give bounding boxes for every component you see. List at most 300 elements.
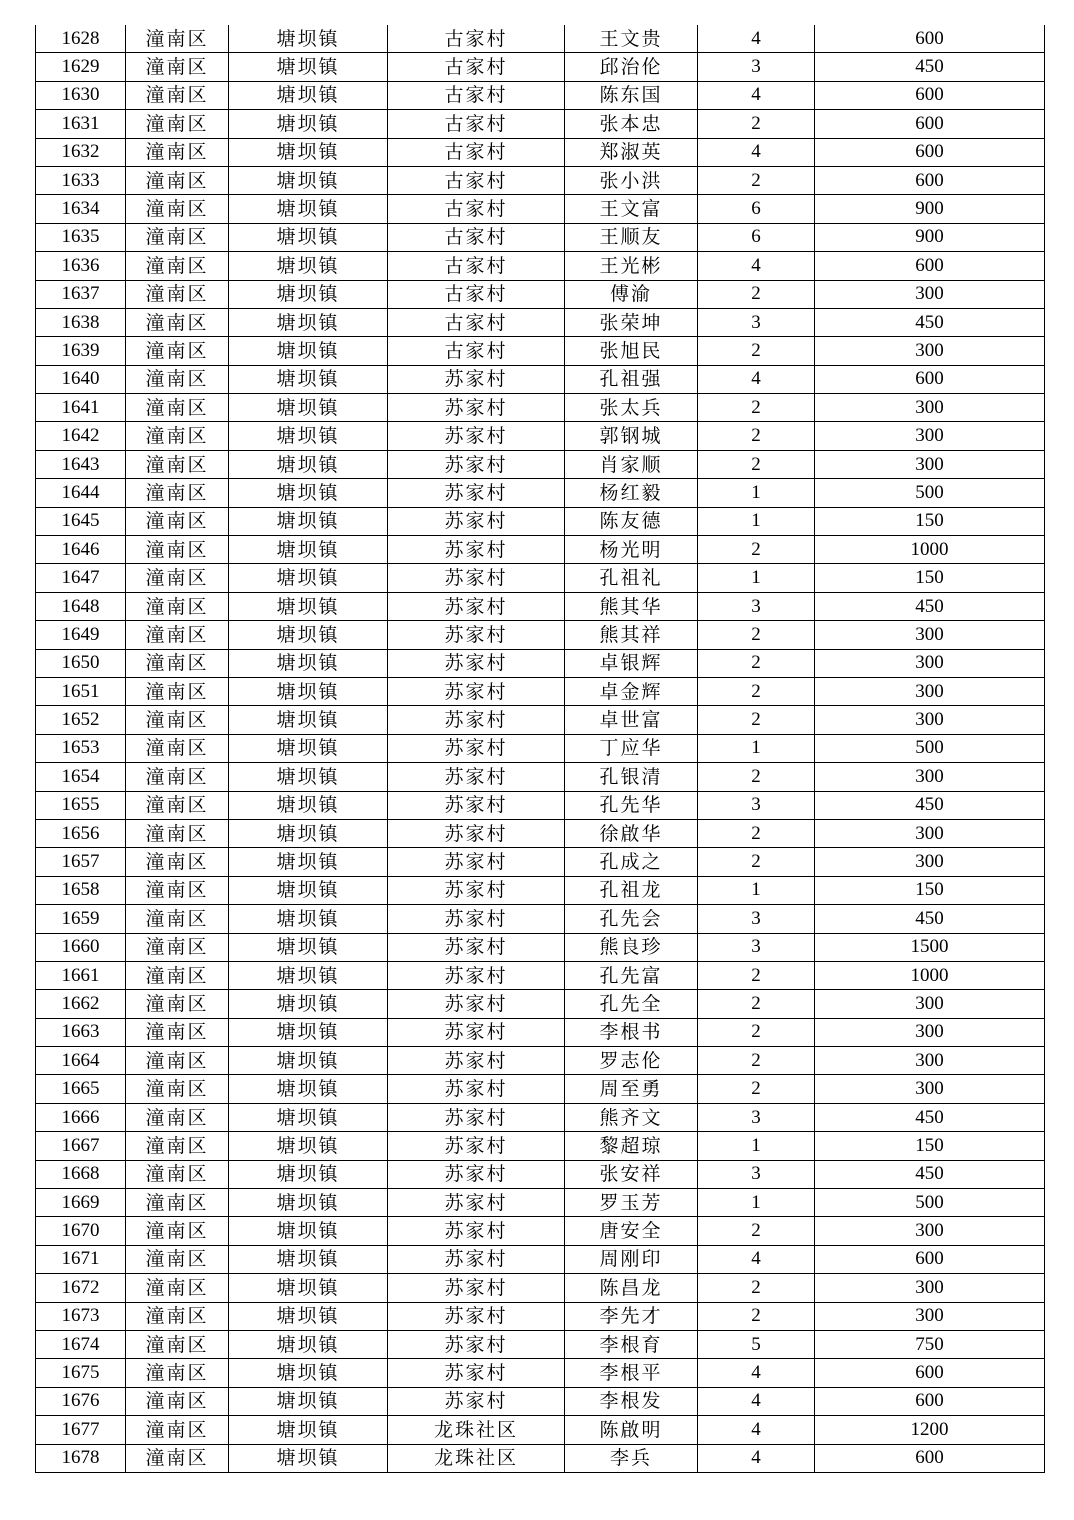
name-cell: 张安祥 [565,1160,698,1188]
name-cell: 熊齐文 [565,1103,698,1131]
name-cell: 傅渝 [565,280,698,308]
table-row [36,1444,1045,1472]
table-row [36,649,1045,677]
district-cell: 潼南区 [126,223,229,251]
row-number: 1630 [36,81,126,109]
household-size-cell: 2 [698,706,815,734]
row-number: 1651 [36,677,126,705]
name-cell: 郑淑英 [565,138,698,166]
household-size-cell: 4 [698,1444,815,1472]
village-cell: 苏家村 [388,763,565,791]
town-cell: 塘坝镇 [229,706,388,734]
village-cell: 古家村 [388,166,565,194]
row-number: 1647 [36,564,126,592]
table-row [36,791,1045,819]
amount-cell: 1000 [815,536,1045,564]
district-cell: 潼南区 [126,763,229,791]
table-row [36,1160,1045,1188]
household-size-cell: 2 [698,1302,815,1330]
row-number: 1660 [36,933,126,961]
household-size-cell: 2 [698,848,815,876]
district-cell: 潼南区 [126,1330,229,1358]
table-row [36,223,1045,251]
district-cell: 潼南区 [126,479,229,507]
name-cell: 孔先会 [565,905,698,933]
town-cell: 塘坝镇 [229,1189,388,1217]
table-row [36,308,1045,336]
row-number: 1631 [36,110,126,138]
table-row [36,110,1045,138]
village-cell: 苏家村 [388,1302,565,1330]
household-size-cell: 1 [698,876,815,904]
town-cell: 塘坝镇 [229,677,388,705]
town-cell: 塘坝镇 [229,1359,388,1387]
row-number: 1665 [36,1075,126,1103]
row-number: 1672 [36,1274,126,1302]
district-cell: 潼南区 [126,1444,229,1472]
village-cell: 苏家村 [388,791,565,819]
town-cell: 塘坝镇 [229,110,388,138]
town-cell: 塘坝镇 [229,905,388,933]
town-cell: 塘坝镇 [229,536,388,564]
name-cell: 邱治伦 [565,53,698,81]
table-row [36,1103,1045,1131]
name-cell: 李根育 [565,1330,698,1358]
town-cell: 塘坝镇 [229,195,388,223]
name-cell: 孔先全 [565,990,698,1018]
district-cell: 潼南区 [126,1047,229,1075]
district-cell: 潼南区 [126,394,229,422]
household-size-cell: 1 [698,564,815,592]
household-size-cell: 1 [698,1189,815,1217]
table-row [36,1416,1045,1444]
town-cell: 塘坝镇 [229,933,388,961]
district-cell: 潼南区 [126,536,229,564]
amount-cell: 150 [815,507,1045,535]
amount-cell: 600 [815,365,1045,393]
amount-cell: 300 [815,1302,1045,1330]
village-cell: 苏家村 [388,1217,565,1245]
amount-cell: 450 [815,308,1045,336]
table-row [36,195,1045,223]
household-size-cell: 4 [698,1416,815,1444]
district-cell: 潼南区 [126,81,229,109]
household-size-cell: 2 [698,677,815,705]
row-number: 1655 [36,791,126,819]
village-cell: 苏家村 [388,905,565,933]
table-row [36,819,1045,847]
table-row [36,1387,1045,1415]
row-number: 1659 [36,905,126,933]
table-row [36,507,1045,535]
document-page [35,25,1044,1473]
district-cell: 潼南区 [126,1387,229,1415]
village-cell: 苏家村 [388,848,565,876]
district-cell: 潼南区 [126,621,229,649]
row-number: 1673 [36,1302,126,1330]
household-size-cell: 2 [698,1075,815,1103]
town-cell: 塘坝镇 [229,394,388,422]
amount-cell: 1000 [815,961,1045,989]
village-cell: 古家村 [388,252,565,280]
table-row [36,848,1045,876]
amount-cell: 300 [815,677,1045,705]
household-size-cell: 1 [698,734,815,762]
household-size-cell: 4 [698,25,815,53]
row-number: 1674 [36,1330,126,1358]
household-size-cell: 3 [698,592,815,620]
village-cell: 古家村 [388,337,565,365]
district-cell: 潼南区 [126,1302,229,1330]
household-size-cell: 1 [698,1132,815,1160]
district-cell: 潼南区 [126,1160,229,1188]
name-cell: 陈啟明 [565,1416,698,1444]
name-cell: 张荣坤 [565,308,698,336]
amount-cell: 300 [815,649,1045,677]
table-row [36,961,1045,989]
household-size-cell: 2 [698,649,815,677]
amount-cell: 750 [815,1330,1045,1358]
amount-cell: 300 [815,1274,1045,1302]
table-body [36,25,1045,1472]
row-number: 1645 [36,507,126,535]
village-cell: 苏家村 [388,621,565,649]
town-cell: 塘坝镇 [229,1444,388,1472]
amount-cell: 500 [815,734,1045,762]
amount-cell: 300 [815,819,1045,847]
amount-cell: 600 [815,1387,1045,1415]
district-cell: 潼南区 [126,876,229,904]
household-size-cell: 3 [698,308,815,336]
name-cell: 王光彬 [565,252,698,280]
table-row [36,1217,1045,1245]
village-cell: 苏家村 [388,734,565,762]
table-row [36,1330,1045,1358]
district-cell: 潼南区 [126,166,229,194]
household-size-cell: 4 [698,1245,815,1273]
name-cell: 卓世富 [565,706,698,734]
town-cell: 塘坝镇 [229,81,388,109]
name-cell: 熊良珍 [565,933,698,961]
row-number: 1657 [36,848,126,876]
district-cell: 潼南区 [126,195,229,223]
amount-cell: 600 [815,138,1045,166]
town-cell: 塘坝镇 [229,507,388,535]
town-cell: 塘坝镇 [229,1217,388,1245]
name-cell: 徐啟华 [565,819,698,847]
village-cell: 苏家村 [388,479,565,507]
village-cell: 苏家村 [388,450,565,478]
village-cell: 古家村 [388,110,565,138]
table-row [36,479,1045,507]
village-cell: 龙珠社区 [388,1416,565,1444]
amount-cell: 300 [815,1047,1045,1075]
table-row [36,876,1045,904]
amount-cell: 500 [815,479,1045,507]
amount-cell: 300 [815,621,1045,649]
row-number: 1642 [36,422,126,450]
village-cell: 古家村 [388,195,565,223]
village-cell: 苏家村 [388,706,565,734]
town-cell: 塘坝镇 [229,1387,388,1415]
district-cell: 潼南区 [126,706,229,734]
village-cell: 苏家村 [388,1274,565,1302]
village-cell: 苏家村 [388,1330,565,1358]
town-cell: 塘坝镇 [229,138,388,166]
household-size-cell: 2 [698,819,815,847]
household-size-cell: 2 [698,1047,815,1075]
household-size-cell: 3 [698,53,815,81]
household-size-cell: 2 [698,1217,815,1245]
row-number: 1668 [36,1160,126,1188]
town-cell: 塘坝镇 [229,876,388,904]
table-row [36,990,1045,1018]
district-cell: 潼南区 [126,990,229,1018]
district-cell: 潼南区 [126,819,229,847]
household-size-cell: 2 [698,536,815,564]
town-cell: 塘坝镇 [229,166,388,194]
amount-cell: 600 [815,1245,1045,1273]
village-cell: 古家村 [388,81,565,109]
town-cell: 塘坝镇 [229,1018,388,1046]
row-number: 1664 [36,1047,126,1075]
household-size-cell: 2 [698,450,815,478]
name-cell: 张太兵 [565,394,698,422]
town-cell: 塘坝镇 [229,25,388,53]
name-cell: 王文富 [565,195,698,223]
district-cell: 潼南区 [126,25,229,53]
table-row [36,53,1045,81]
town-cell: 塘坝镇 [229,791,388,819]
row-number: 1666 [36,1103,126,1131]
household-size-cell: 2 [698,763,815,791]
amount-cell: 300 [815,450,1045,478]
town-cell: 塘坝镇 [229,365,388,393]
name-cell: 孔祖龙 [565,876,698,904]
town-cell: 塘坝镇 [229,621,388,649]
village-cell: 古家村 [388,223,565,251]
village-cell: 古家村 [388,25,565,53]
district-cell: 潼南区 [126,677,229,705]
household-size-cell: 6 [698,223,815,251]
amount-cell: 900 [815,195,1045,223]
amount-cell: 450 [815,791,1045,819]
district-cell: 潼南区 [126,1245,229,1273]
name-cell: 黎超琼 [565,1132,698,1160]
town-cell: 塘坝镇 [229,479,388,507]
household-size-cell: 2 [698,961,815,989]
household-size-cell: 1 [698,507,815,535]
district-cell: 潼南区 [126,649,229,677]
town-cell: 塘坝镇 [229,1274,388,1302]
household-size-cell: 4 [698,1359,815,1387]
amount-cell: 600 [815,1444,1045,1472]
row-number: 1656 [36,819,126,847]
table-row [36,621,1045,649]
district-cell: 潼南区 [126,905,229,933]
table-row [36,252,1045,280]
district-cell: 潼南区 [126,422,229,450]
amount-cell: 600 [815,81,1045,109]
name-cell: 陈东国 [565,81,698,109]
town-cell: 塘坝镇 [229,1047,388,1075]
row-number: 1667 [36,1132,126,1160]
amount-cell: 300 [815,1217,1045,1245]
row-number: 1661 [36,961,126,989]
household-size-cell: 4 [698,252,815,280]
name-cell: 李兵 [565,1444,698,1472]
table-row [36,592,1045,620]
table-row [36,394,1045,422]
town-cell: 塘坝镇 [229,1330,388,1358]
household-size-cell: 4 [698,365,815,393]
amount-cell: 300 [815,1075,1045,1103]
name-cell: 罗志伦 [565,1047,698,1075]
town-cell: 塘坝镇 [229,990,388,1018]
table-row [36,536,1045,564]
village-cell: 苏家村 [388,990,565,1018]
row-number: 1644 [36,479,126,507]
name-cell: 肖家顺 [565,450,698,478]
amount-cell: 600 [815,25,1045,53]
village-cell: 苏家村 [388,1103,565,1131]
name-cell: 张旭民 [565,337,698,365]
village-cell: 苏家村 [388,592,565,620]
name-cell: 郭钢城 [565,422,698,450]
name-cell: 孔银清 [565,763,698,791]
table-row [36,1189,1045,1217]
amount-cell: 300 [815,706,1045,734]
town-cell: 塘坝镇 [229,223,388,251]
table-row [36,1075,1045,1103]
district-cell: 潼南区 [126,53,229,81]
district-cell: 潼南区 [126,1075,229,1103]
town-cell: 塘坝镇 [229,1103,388,1131]
row-number: 1628 [36,25,126,53]
name-cell: 丁应华 [565,734,698,762]
table-row [36,1047,1045,1075]
name-cell: 李根书 [565,1018,698,1046]
row-number: 1629 [36,53,126,81]
district-cell: 潼南区 [126,1274,229,1302]
table-row [36,337,1045,365]
town-cell: 塘坝镇 [229,280,388,308]
row-number: 1638 [36,308,126,336]
name-cell: 李根发 [565,1387,698,1415]
town-cell: 塘坝镇 [229,53,388,81]
household-size-cell: 3 [698,905,815,933]
table-row [36,677,1045,705]
table-row [36,138,1045,166]
town-cell: 塘坝镇 [229,734,388,762]
district-cell: 潼南区 [126,564,229,592]
town-cell: 塘坝镇 [229,763,388,791]
table-row [36,933,1045,961]
table-row [36,450,1045,478]
village-cell: 古家村 [388,280,565,308]
district-cell: 潼南区 [126,1132,229,1160]
amount-cell: 500 [815,1189,1045,1217]
amount-cell: 300 [815,280,1045,308]
village-cell: 苏家村 [388,1047,565,1075]
household-size-cell: 2 [698,422,815,450]
district-cell: 潼南区 [126,252,229,280]
household-size-cell: 2 [698,280,815,308]
district-cell: 潼南区 [126,138,229,166]
name-cell: 卓银辉 [565,649,698,677]
table-row [36,81,1045,109]
amount-cell: 600 [815,166,1045,194]
name-cell: 孔祖礼 [565,564,698,592]
household-size-cell: 1 [698,479,815,507]
village-cell: 苏家村 [388,961,565,989]
table-row [36,25,1045,53]
village-cell: 苏家村 [388,677,565,705]
village-cell: 苏家村 [388,1189,565,1217]
village-cell: 苏家村 [388,819,565,847]
town-cell: 塘坝镇 [229,1160,388,1188]
name-cell: 张本忠 [565,110,698,138]
table-row [36,1302,1045,1330]
name-cell: 李根平 [565,1359,698,1387]
town-cell: 塘坝镇 [229,961,388,989]
amount-cell: 600 [815,1359,1045,1387]
district-cell: 潼南区 [126,1189,229,1217]
name-cell: 卓金辉 [565,677,698,705]
town-cell: 塘坝镇 [229,308,388,336]
town-cell: 塘坝镇 [229,1245,388,1273]
table-row [36,1132,1045,1160]
table-row [36,734,1045,762]
name-cell: 张小洪 [565,166,698,194]
household-size-cell: 4 [698,1387,815,1415]
amount-cell: 300 [815,394,1045,422]
row-number: 1636 [36,252,126,280]
name-cell: 孔祖强 [565,365,698,393]
district-cell: 潼南区 [126,308,229,336]
amount-cell: 300 [815,990,1045,1018]
village-cell: 苏家村 [388,876,565,904]
name-cell: 孔成之 [565,848,698,876]
name-cell: 杨红毅 [565,479,698,507]
name-cell: 王顺友 [565,223,698,251]
town-cell: 塘坝镇 [229,1302,388,1330]
village-cell: 苏家村 [388,507,565,535]
amount-cell: 300 [815,337,1045,365]
row-number: 1654 [36,763,126,791]
amount-cell: 600 [815,252,1045,280]
household-size-cell: 4 [698,81,815,109]
household-size-cell: 2 [698,394,815,422]
amount-cell: 1500 [815,933,1045,961]
row-number: 1632 [36,138,126,166]
town-cell: 塘坝镇 [229,592,388,620]
row-number: 1648 [36,592,126,620]
village-cell: 苏家村 [388,422,565,450]
town-cell: 塘坝镇 [229,450,388,478]
amount-cell: 450 [815,53,1045,81]
amount-cell: 450 [815,905,1045,933]
household-size-cell: 5 [698,1330,815,1358]
household-size-cell: 2 [698,110,815,138]
name-cell: 陈昌龙 [565,1274,698,1302]
row-number: 1671 [36,1245,126,1273]
name-cell: 周刚印 [565,1245,698,1273]
name-cell: 熊其祥 [565,621,698,649]
village-cell: 苏家村 [388,1132,565,1160]
table-row [36,706,1045,734]
village-cell: 苏家村 [388,394,565,422]
